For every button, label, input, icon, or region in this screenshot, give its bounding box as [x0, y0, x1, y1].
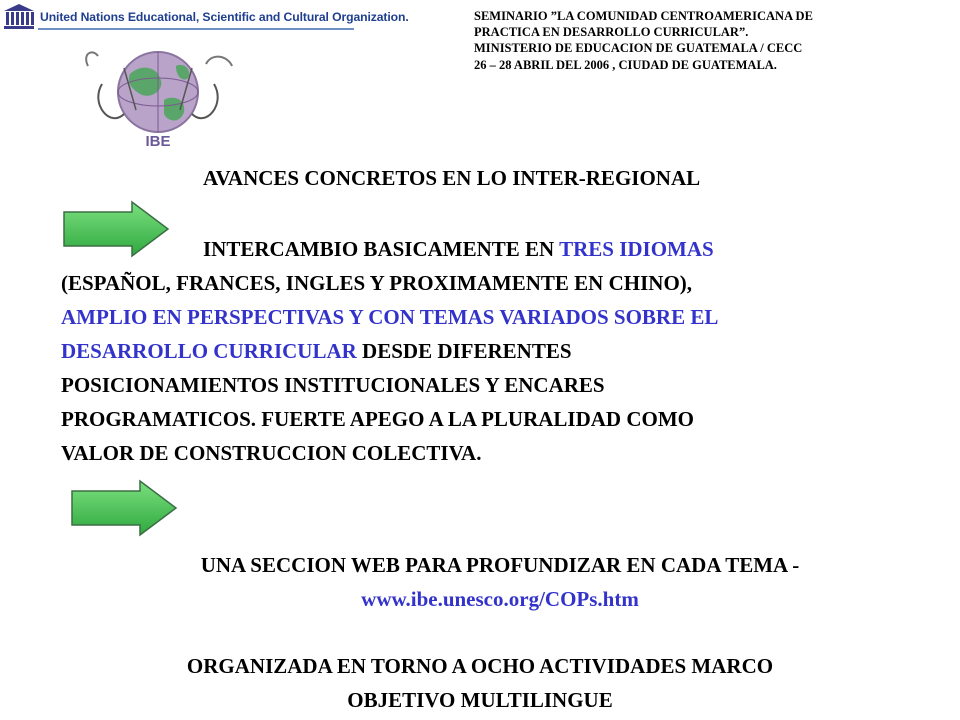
footer-text [0, 649, 960, 717]
seminar-info [474, 8, 954, 73]
seminar-line: SEMINARIO ”LA COMUNIDAD CENTROAMERICANA DE [474, 9, 813, 23]
web-link[interactable]: www.ibe.unesco.org/COPs.htm [361, 587, 639, 611]
paragraph-line: POSICIONAMIENTOS INSTITUCIONALES Y ENCARES [61, 373, 605, 397]
slide-heading: AVANCES CONCRETOS EN LO INTER-REGIONAL [203, 166, 701, 190]
seminar-line: MINISTERIO DE EDUCACION DE GUATEMALA / CECC [474, 41, 803, 56]
seminar-line: PRACTICA EN DESARROLLO CURRICULAR”. [474, 25, 749, 40]
paragraph-line: PROGRAMATICOS. FUERTE APEGO A LA PLURALIDAD COMO [61, 407, 695, 431]
paragraph-line: VALOR DE CONSTRUCCION COLECTIVA. [61, 441, 482, 465]
paragraph-line: AMPLIO EN PERSPECTIVAS Y CON TEMAS VARIADOS SOBRE EL [61, 305, 719, 329]
paragraph-line: (ESPAÑOL, FRANCES, INGLES Y PROXIMAMENTE EN CHINO), [61, 271, 693, 295]
seminar-line: 26 – 28 ABRIL DEL 2006 , CIUDAD DE GUATEMALA. [474, 57, 777, 72]
unesco-temple-icon [2, 2, 36, 30]
paragraph-line [61, 334, 951, 368]
main-paragraph [61, 232, 951, 470]
ibe-label: IBE [145, 133, 171, 150]
unesco-divider [38, 28, 354, 30]
right-arrow-icon [70, 479, 180, 537]
web-section [0, 548, 960, 616]
unesco-header [0, 0, 409, 34]
highlight-text: DESARROLLO CURRICULAR [61, 339, 357, 363]
highlight-text: TRES IDIOMAS [559, 237, 714, 261]
web-section-text: UNA SECCION WEB PARA PROFUNDIZAR EN CADA TEMA - [200, 553, 800, 577]
footer-line: ORGANIZADA EN TORNO A OCHO ACTIVIDADES MARCO [186, 654, 774, 678]
paragraph-line [61, 232, 951, 266]
paragraph-text: INTERCAMBIO BASICAMENTE EN [203, 237, 560, 261]
paragraph-text: DESDE DIFERENTES [356, 339, 572, 363]
footer-line: OBJETIVO MULTILINGUE [347, 688, 613, 712]
ibe-globe-icon [80, 44, 240, 154]
unesco-org-name: United Nations Educational, Scientific and Cultural Organization. [40, 10, 409, 24]
